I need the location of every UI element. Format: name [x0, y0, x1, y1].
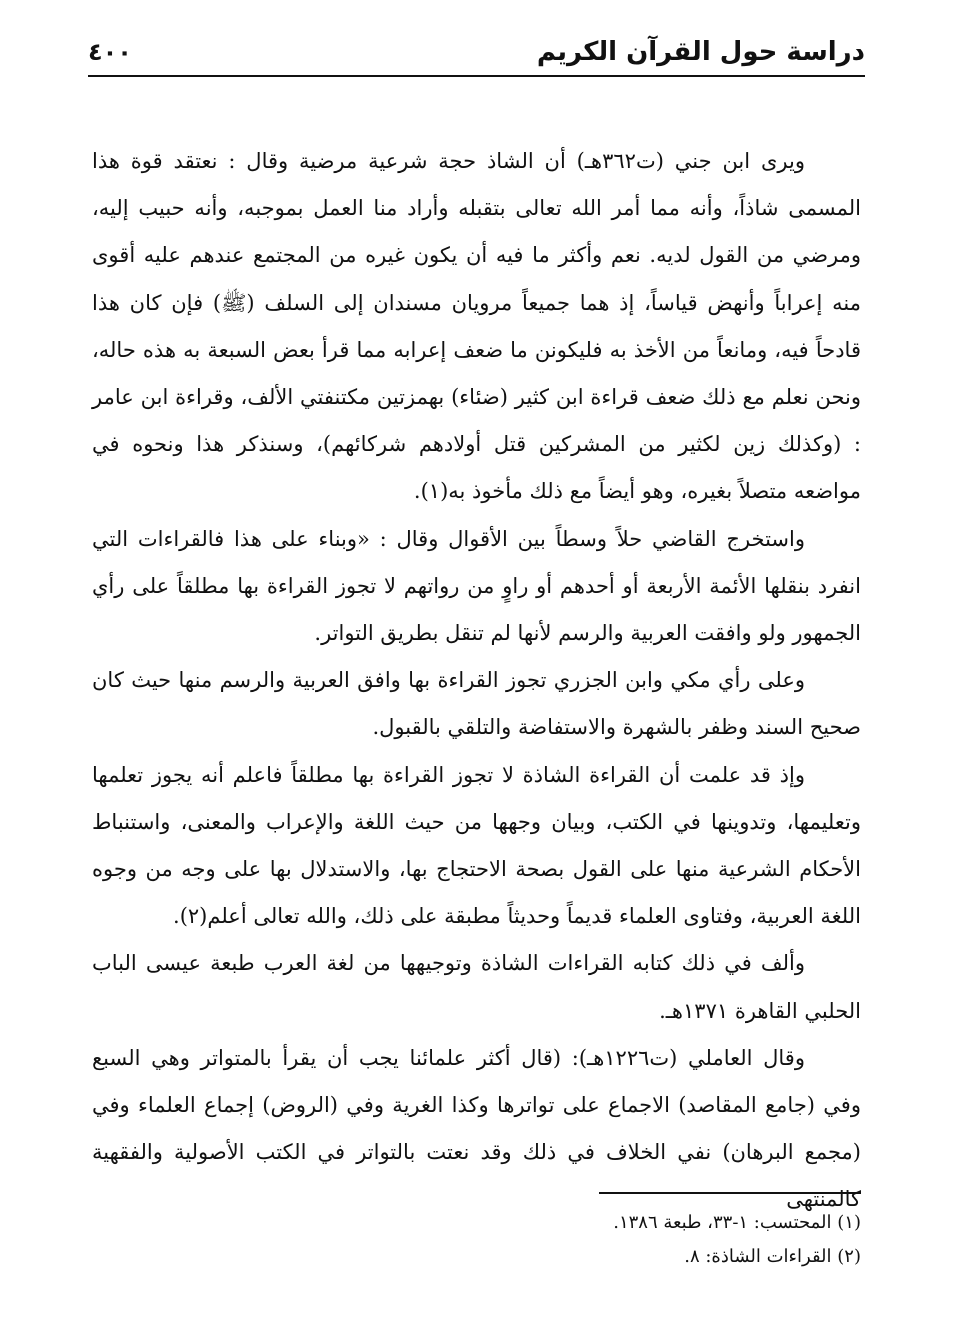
page-number: ٤٠٠ [88, 38, 132, 66]
running-header [88, 28, 865, 72]
footnotes [92, 1206, 861, 1274]
paragraph: وعلى رأي مكي وابن الجزري تجوز القراءة بها وافق العربية والرسم منها حيث كان صحيح السند وظفر بالشهرة والاستفاضة والتلقي بالقبول. [92, 668, 861, 740]
footnote: (١) المحتسب: ١-٣٣، طبعة ١٣٨٦. [613, 1212, 861, 1233]
header-title: دراسة حول القرآن الكريم [536, 37, 865, 67]
paragraph: وقال العاملي (ت١٢٢٦هـ): (قال أكثر علمائنا يجب أن يقرأ بالمتواتر وهي السبع وفي (جامع المقاصد) الاجماع على تواترها وكذا الغرية وفي (الروض) إجماع العلماء وفي (مجمع البرهان) نفي الخلاف في ذلك وقد نعتت بالتواتر في الكتب الأصولية والفقهية كالمنتهى [92, 1045, 861, 1212]
paragraph: وألف في ذلك كتابه القراءات الشاذة وتوجيهها من لغة العرب طبعة عيسى الباب الحلبي القاهرة ١٣٧١هـ. [92, 951, 861, 1023]
header-rule [88, 75, 865, 77]
footnote: (٢) القراءات الشاذة: ٨. [684, 1246, 861, 1267]
paragraph: ويرى ابن جني (ت٣٦٢هـ) أن الشاذ حجة شرعية مرضية وقال : نعتقد قوة هذا المسمى شاذاً، وأنه مما أمر الله تعالى بتقبله وأراد منا العمل بموجبه، وأنه حبيب إليه، ومرضي من القول لديه. نعم وأكثر ما فيه أن يكون غيره من المجتمع عندهم عليه أقوى منه إعراباً وأنهض قياساً، إذ هما جميعاً مرويان مسندان إلى السلف (ﷺ) فإن كان هذا قادحاً فيه، ومانعاً من الأخذ به فليكونن ما ضعف إعرابه مما قرأ بعض السبعة به هذه حاله، ونحن نعلم مع ذلك ضعف قراءة ابن كثير (ضئاء) بهمزتين مكتنفتي الألف، وقراءة ابن عامر : (وكذلك زين لكثير من المشركين قتل أولادهم شركائهم)، وسنذكر هذا ونحوه في مواضعه متصلاً بغيره، وهو أيضاً مع ذلك مأخوذ به(١). [92, 149, 861, 504]
paragraph: وإذ قد علمت أن القراءة الشاذة لا تجوز القراءة بها مطلقاً فاعلم أنه يجوز تعلمها وتعليمها، وتدوينها في الكتب، وبيان وجهها من حيث اللغة والإعراب والمعنى، واستنباط الأحكام الشرعية منها على القول بصحة الاحتجاج بها، والاستدلال بها على وجه من وجوه اللغة العربية، وفتاوى العلماء قديماً وحديثاً مطبقة على ذلك، والله تعالى أعلم(٢). [92, 762, 861, 929]
paragraph: واستخرج القاضي حلاً وسطاً بين الأقوال وقال : «وبناء على هذا فالقراءات التي انفرد بنقلها الأئمة الأربعة أو أحدهم أو راوٍ من رواتهم لا تجوز القراءة بها مطلقاً على رأي الجمهور ولو وافقت العربية والرسم لأنها لم تنقل بطريق التواتر. [92, 526, 861, 646]
footnote-separator [599, 1192, 861, 1194]
main-text [92, 138, 861, 1224]
